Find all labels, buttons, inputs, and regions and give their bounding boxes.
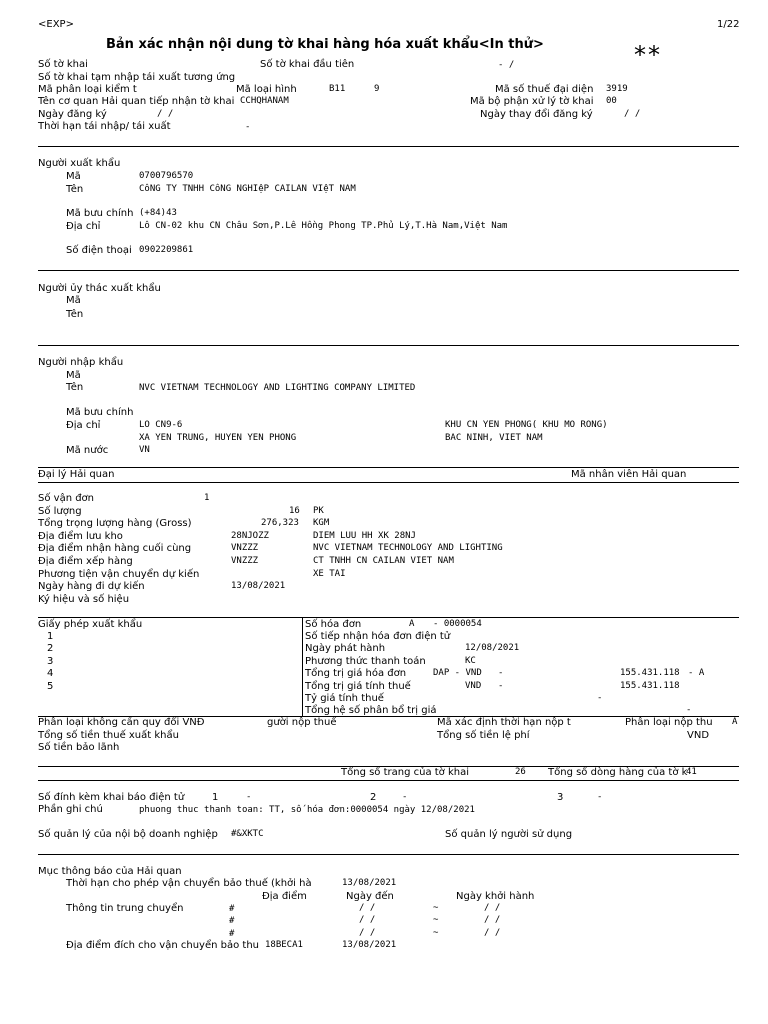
- so-tiep-nhan-label: Số tiếp nhận hóa đơn điện tử: [305, 631, 451, 642]
- ngay-thay-doi-value: / /: [624, 109, 641, 119]
- tong-so-trang-value: 26: [515, 767, 526, 777]
- trong-luong-unit: KGM: [313, 518, 330, 528]
- ma-phan-loai-kiem-tra-label: Mã phân loại kiểm t: [38, 84, 137, 95]
- tong-tri-gia-hd-label: Tổng trị giá hóa đơn: [305, 668, 407, 679]
- trustor-ma-label: Mã: [66, 295, 81, 306]
- he-so-value: -: [686, 705, 692, 715]
- trustor-heading: Người ủy thác xuất khẩu: [38, 283, 161, 294]
- ty-gia-value: -: [597, 693, 603, 703]
- tong-tri-gia-tt-currency: VND: [465, 681, 482, 691]
- tong-so-dong-value: 41: [686, 767, 697, 777]
- divider: [38, 467, 739, 468]
- dai-ly-label: Đại lý Hải quan: [38, 469, 115, 480]
- exporter-heading: Người xuất khẩu: [38, 158, 121, 169]
- so-luong-value: 16: [289, 506, 300, 516]
- exporter-ten-label: Tên: [66, 184, 84, 195]
- divider: [38, 854, 739, 855]
- ma-loai-hinh-value-2: 9: [374, 84, 380, 94]
- ngay-phat-hanh-label: Ngày phát hành: [305, 643, 386, 654]
- dia-diem-xep-name: CT TNHH CN CAILAN VIET NAM: [313, 556, 454, 566]
- he-so-label: Tổng hệ số phân bổ trị giá: [305, 705, 437, 716]
- exporter-dien-thoai-value: 0902209861: [139, 245, 194, 255]
- exporter-ma-label: Mã: [66, 171, 81, 182]
- dia-diem-luu-kho-code: 28NJOZZ: [231, 531, 269, 541]
- so-quan-ly-noi-bo-value: #&XKTC: [231, 829, 264, 839]
- ty-gia-label: Tỷ giá tính thuế: [305, 693, 384, 704]
- thoi-han-van-chuyen-value: 13/08/2021: [342, 878, 397, 888]
- dia-diem-xep-label: Địa điểm xếp hàng: [38, 556, 133, 567]
- transit-separator: ~: [433, 928, 439, 938]
- divider: [38, 617, 739, 618]
- transit-arrival: / /: [359, 915, 376, 925]
- phuong-thuc-label: Phương thức thanh toán: [305, 656, 426, 667]
- so-van-don-label: Số vận đơn: [38, 493, 95, 504]
- attach-value: -: [402, 792, 408, 802]
- importer-ten-label: Tên: [66, 382, 84, 393]
- tong-tri-gia-hd-tail: - A: [688, 668, 705, 678]
- thoi-han-value: -: [245, 122, 251, 132]
- ma-loai-hinh-value: B11: [329, 84, 346, 94]
- phuong-tien-label: Phương tiện vận chuyển dự kiến: [38, 569, 200, 580]
- ngay-di-label: Ngày hàng đi dự kiến: [38, 581, 145, 592]
- so-luong-unit: PK: [313, 506, 324, 516]
- tong-tri-gia-hd-dash: -: [498, 668, 504, 678]
- divider-vertical: [302, 617, 303, 716]
- transit-location: #: [229, 916, 235, 926]
- tong-so-dong-label: Tổng số dòng hàng của tờ k: [548, 767, 688, 778]
- ngay-dang-ky-value: / /: [157, 109, 174, 119]
- trung-chuyen-label: Thông tin trung chuyển: [66, 903, 184, 914]
- divider: [38, 482, 739, 483]
- exporter-buu-chinh-label: Mã bưu chính: [66, 208, 134, 219]
- exporter-ma-value: 0700796570: [139, 171, 194, 181]
- transit-departure: / /: [484, 928, 501, 938]
- so-to-khai-dau-tien-label: Số tờ khai đầu tiên: [260, 59, 355, 70]
- importer-address-line-4: BAC NINH, VIET NAM: [445, 433, 543, 443]
- permit-row: 2: [47, 643, 54, 654]
- exporter-dia-chi-label: Địa chỉ: [66, 221, 101, 232]
- so-quan-ly-noi-bo-label: Số quản lý của nội bộ doanh nghiệp: [38, 829, 218, 840]
- ten-co-quan-label: Tên cơ quan Hải quan tiếp nhận tờ khai: [38, 96, 235, 107]
- ma-bo-phan-label: Mã bộ phận xử lý tờ khai: [470, 96, 594, 107]
- transit-location: #: [229, 929, 235, 939]
- trustor-ten-label: Tên: [66, 309, 84, 320]
- col-ngay-khoi-hanh: Ngày khởi hành: [456, 891, 535, 902]
- transit-separator: ~: [433, 903, 439, 913]
- thoi-han-van-chuyen-label: Thời hạn cho phép vận chuyển bảo thuế (khởi hà: [66, 878, 312, 889]
- thoi-han-label: Thời hạn tái nhập/ tái xuất: [38, 121, 171, 132]
- dia-diem-luu-kho-name: DIEM LUU HH XK 28NJ: [313, 531, 416, 541]
- importer-ma-nuoc-label: Mã nước: [66, 445, 109, 456]
- tong-so-trang-label: Tổng số trang của tờ khai: [341, 767, 470, 778]
- transit-arrival: / /: [359, 903, 376, 913]
- permit-heading: Giấy phép xuất khẩu: [38, 619, 143, 630]
- ma-so-thue-dai-dien-value: 3919: [606, 84, 628, 94]
- tong-tri-gia-tt-dash: -: [498, 681, 504, 691]
- importer-buu-chinh-label: Mã bưu chính: [66, 407, 134, 418]
- dia-diem-nhan-label: Địa điểm nhận hàng cuối cùng: [38, 543, 192, 554]
- importer-address-line-1: LO CN9-6: [139, 420, 183, 430]
- dia-diem-nhan-code: VNZZZ: [231, 543, 259, 553]
- tong-so-tien-le-phi-label: Tổng số tiền lệ phí: [437, 730, 530, 741]
- divider: [38, 345, 739, 346]
- so-hoa-don-value: - 0000054: [433, 619, 482, 629]
- ngay-thay-doi-label: Ngày thay đổi đăng ký: [480, 109, 593, 120]
- nguoi-nop-thue-label: gười nộp thuế: [267, 717, 337, 728]
- dich-label: Địa điểm đích cho vận chuyển bảo thu: [66, 940, 259, 951]
- tong-tri-gia-hd-value: 155.431.118: [620, 668, 680, 678]
- importer-ma-label: Mã: [66, 370, 81, 381]
- ngay-phat-hanh-value: 12/08/2021: [465, 643, 520, 653]
- so-dinh-kem-label: Số đính kèm khai báo điện tử: [38, 792, 185, 803]
- importer-ten-value: NVC VIETNAM TECHNOLOGY AND LIGHTING COMPANY LIMITED: [139, 383, 416, 393]
- ghi-chu-value: phuong thuc thanh toan: TT, số hóa đơn:0000054 ngày 12/08/2021: [139, 805, 475, 815]
- dia-diem-nhan-name: NVC VIETNAM TECHNOLOGY AND LIGHTING: [313, 543, 503, 553]
- ky-hieu-label: Ký hiệu và số hiệu: [38, 594, 130, 605]
- dia-diem-luu-kho-label: Địa điểm lưu kho: [38, 531, 123, 542]
- document-title: Bản xác nhận nội dung tờ khai hàng hóa xuất khẩu<In thử>: [106, 37, 544, 52]
- phan-loai-nop-thu-label: Phân loại nộp thu: [625, 717, 713, 728]
- so-tk-tam-nhap-label: Số tờ khai tạm nhập tái xuất tương ứng: [38, 72, 236, 83]
- permit-row: 4: [47, 668, 54, 679]
- so-hoa-don-label: Số hóa đơn: [305, 619, 362, 630]
- importer-dia-chi-label: Địa chỉ: [66, 420, 101, 431]
- le-phi-currency: VND: [687, 730, 710, 741]
- exporter-ten-value: CôNG TY TNHH CôNG NGHIệP CAILAN VIệT NAM: [139, 184, 356, 194]
- so-tien-bao-lanh-label: Số tiền bảo lãnh: [38, 742, 120, 753]
- permit-row: 3: [47, 656, 54, 667]
- exporter-dien-thoai-label: Số điện thoại: [66, 245, 132, 256]
- transit-departure: / /: [484, 915, 501, 925]
- importer-address-line-3: KHU CN YEN PHONG( KHU MO RONG): [445, 420, 608, 430]
- permit-row: 5: [47, 681, 54, 692]
- so-van-don-value: 1: [204, 493, 210, 503]
- attach-number: 1: [212, 792, 219, 803]
- so-to-khai-label: Số tờ khai: [38, 59, 88, 70]
- col-dia-diem: Địa điểm: [262, 891, 307, 902]
- print-marker: **: [634, 41, 662, 69]
- dia-diem-xep-code: VNZZZ: [231, 556, 259, 566]
- importer-ma-nuoc-value: VN: [139, 445, 150, 455]
- phan-loai-khong-can-label: Phân loại không cần quy đổi VNĐ: [38, 717, 205, 728]
- trong-luong-value: 276,323: [261, 518, 299, 528]
- tong-tri-gia-hd-condition: DAP - VND: [433, 668, 482, 678]
- ma-xac-dinh-label: Mã xác định thời hạn nộp t: [437, 717, 571, 728]
- importer-heading: Người nhập khẩu: [38, 357, 124, 368]
- transit-departure: / /: [484, 903, 501, 913]
- importer-address-line-2: XA YEN TRUNG, HUYEN YEN PHONG: [139, 433, 297, 443]
- trong-luong-label: Tổng trọng lượng hàng (Gross): [38, 518, 192, 529]
- permit-row: 1: [47, 631, 54, 642]
- attach-number: 3: [557, 792, 564, 803]
- exporter-dia-chi-value: Lô CN-02 khu CN Châu Sơn,P.Lê Hồng Phong TP.Phủ Lý,T.Hà Nam,Việt Nam: [139, 221, 508, 231]
- attach-number: 2: [370, 792, 377, 803]
- dich-code: 18BECA1: [265, 940, 303, 950]
- divider: [38, 146, 739, 147]
- ma-loai-hinh-label: Mã loại hình: [236, 84, 297, 95]
- notice-heading: Mục thông báo của Hải quan: [38, 866, 182, 877]
- ma-nhan-vien-label: Mã nhân viên Hải quan: [571, 469, 687, 480]
- attach-value: -: [246, 792, 252, 802]
- transit-arrival: / /: [359, 928, 376, 938]
- ten-co-quan-value: CCHQHANAM: [240, 96, 289, 106]
- page-number: 1/22: [717, 19, 740, 30]
- dich-date: 13/08/2021: [342, 940, 397, 950]
- phan-loai-nop-thu-value: A: [732, 717, 738, 727]
- col-ngay-den: Ngày đến: [346, 891, 394, 902]
- divider: [38, 270, 739, 271]
- transit-location: #: [229, 904, 235, 914]
- ma-so-thue-dai-dien-label: Mã số thuế đại diện: [495, 84, 594, 95]
- phuong-thuc-value: KC: [465, 656, 476, 666]
- so-hoa-don-type: A: [409, 619, 415, 629]
- form-code: <EXP>: [38, 19, 74, 30]
- ma-bo-phan-value: 00: [606, 96, 617, 106]
- so-to-khai-dau-tien-value: - /: [498, 60, 515, 70]
- tong-tri-gia-tt-label: Tổng trị giá tính thuế: [305, 681, 411, 692]
- divider: [38, 780, 739, 781]
- phan-ghi-chu-label: Phần ghi chú: [38, 804, 103, 815]
- attach-value: -: [597, 792, 603, 802]
- tong-so-tien-thue-label: Tổng số tiền thuế xuất khẩu: [38, 730, 179, 741]
- tong-tri-gia-tt-value: 155.431.118: [620, 681, 680, 691]
- exporter-buu-chinh-value: (+84)43: [139, 208, 177, 218]
- so-quan-ly-nguoi-dung-label: Số quản lý người sử dụng: [445, 829, 573, 840]
- ngay-dang-ky-label: Ngày đăng ký: [38, 109, 107, 120]
- transit-separator: ~: [433, 915, 439, 925]
- phuong-tien-value: XE TAI: [313, 569, 346, 579]
- ngay-di-value: 13/08/2021: [231, 581, 286, 591]
- so-luong-label: Số lượng: [38, 506, 82, 517]
